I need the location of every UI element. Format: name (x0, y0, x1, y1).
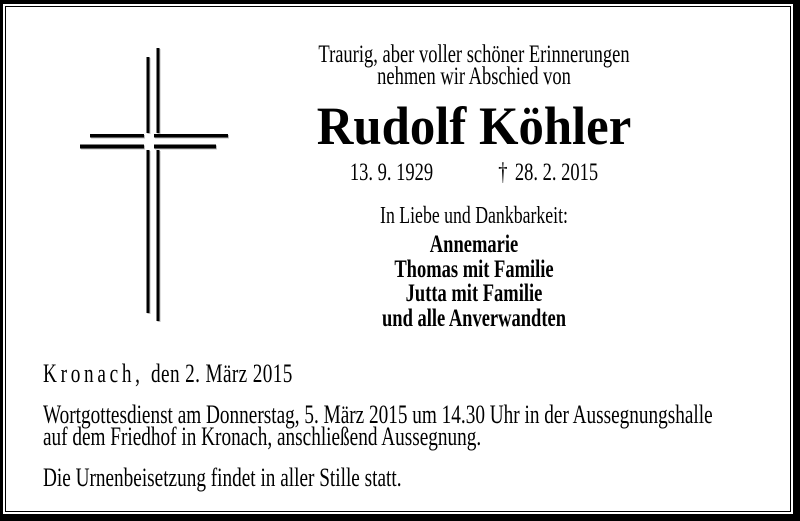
service-announcement (43, 400, 800, 451)
mourner-line: Thomas mit Familie (394, 255, 554, 283)
opening-line-2: nehmen wir Abschied von (377, 63, 571, 90)
deceased-name: Rudolf Köhler (316, 96, 632, 156)
death-date: 28. 2. 2015 (514, 159, 599, 186)
cross-icon (78, 44, 238, 324)
life-dates (252, 160, 696, 185)
birth-date: 13. 9. 1929 (349, 159, 434, 186)
opening-line-1: Traurig, aber voller schöner Erinnerungen (318, 41, 630, 68)
mourners-list (252, 233, 696, 331)
service-line-2: auf dem Friedhof in Kronach, anschließend Aussegnung. (43, 421, 482, 451)
mourner-line: und alle Anverwandten (381, 304, 567, 332)
mourner-line: Jutta mit Familie (405, 280, 543, 307)
closing-intro: In Liebe und Dankbarkeit: (380, 203, 568, 229)
place-date-line (43, 361, 800, 387)
burial-note: Die Urnenbeisetzung findet in aller Stille statt. (43, 463, 402, 492)
service-line-1: Wortgottesdienst am Donnerstag, 5. März 2015 um 14.30 Uhr in der Aussegnungshalle (43, 400, 713, 429)
death-date-group (498, 160, 598, 185)
notice-paper (3, 4, 793, 514)
opening-lines (252, 41, 696, 90)
mourner-line: Annemarie (429, 231, 519, 258)
place-name: Kronach, (43, 359, 144, 388)
dagger-icon: † (498, 159, 508, 186)
notice-date: den 2. März 2015 (151, 359, 293, 388)
